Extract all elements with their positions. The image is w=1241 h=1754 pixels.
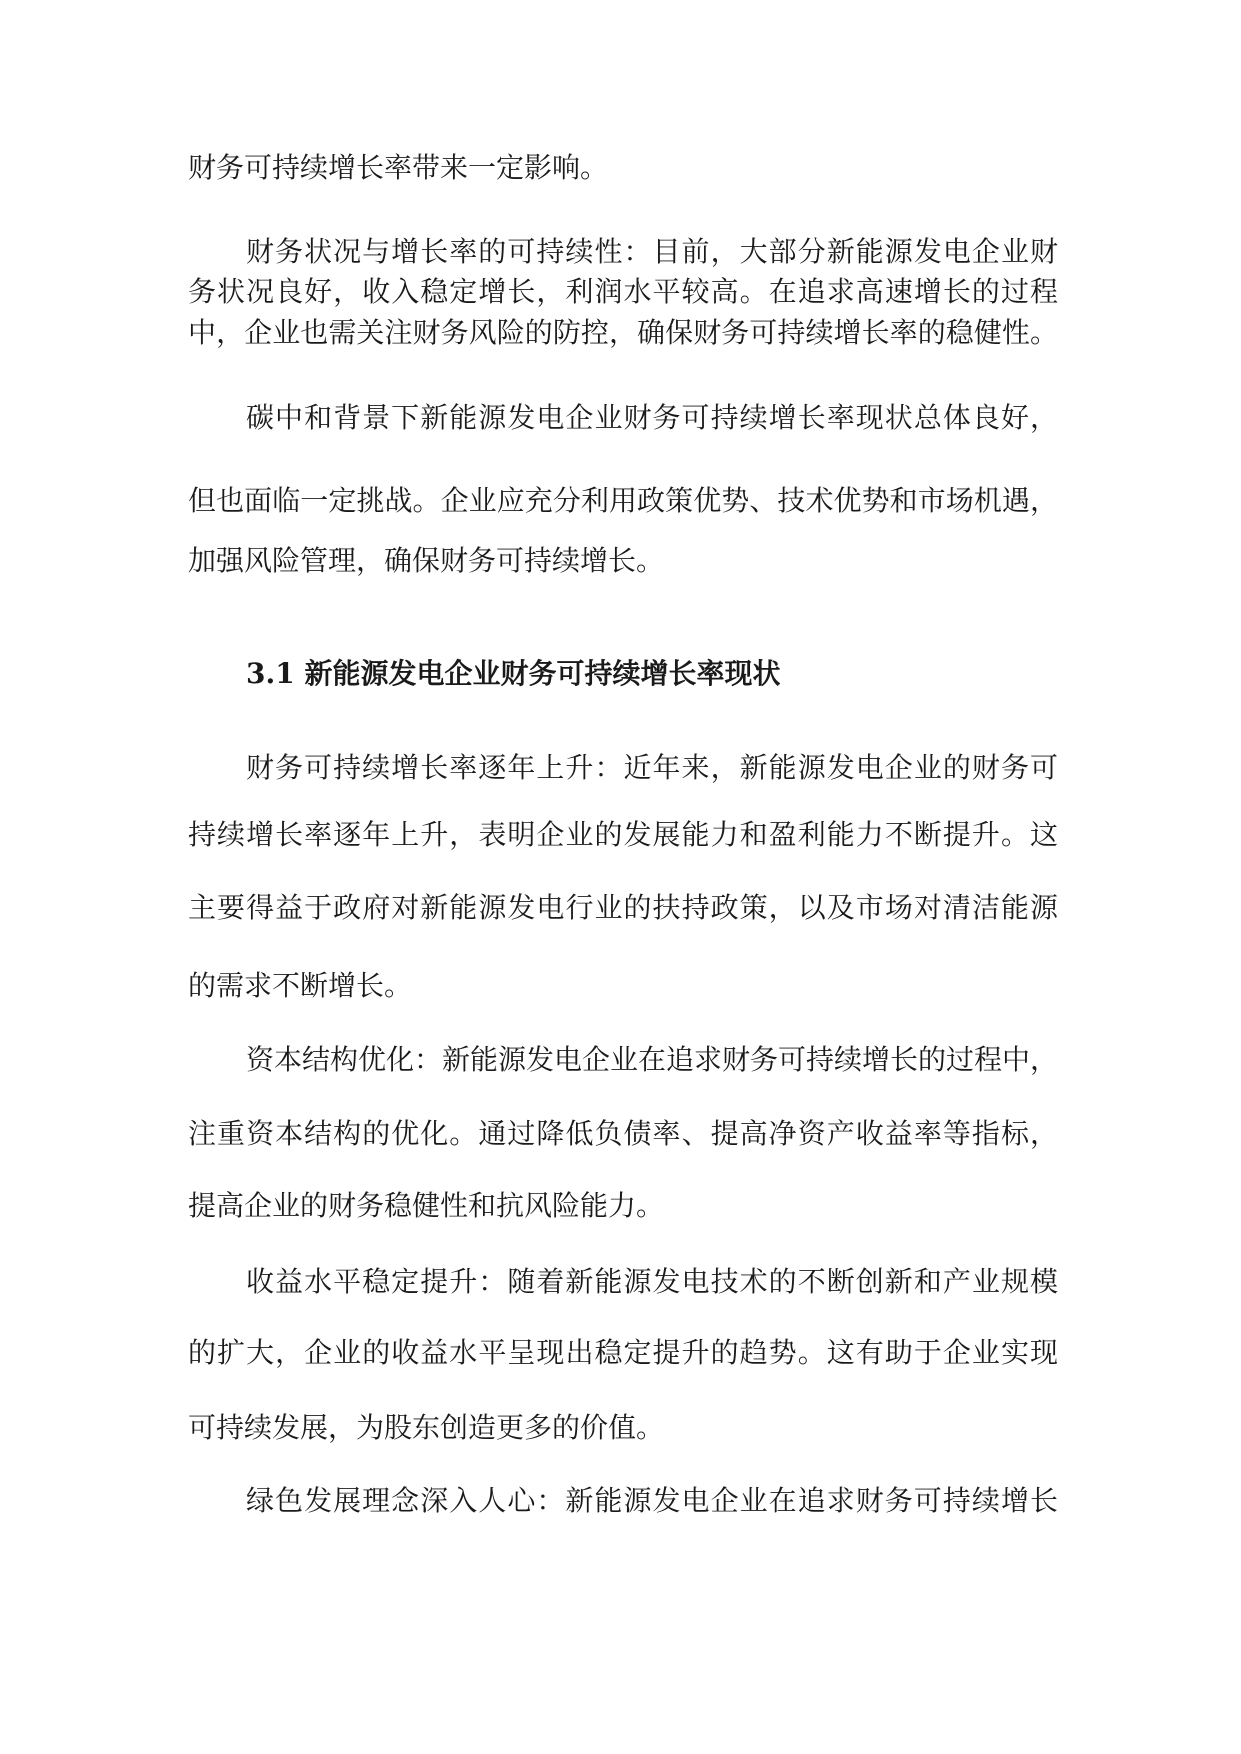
paragraph-line: 财务可持续增长率带来一定影响。 xyxy=(188,151,609,184)
paragraph-line: 持续增长率逐年上升，表明企业的发展能力和盈利能力不断提升。这 xyxy=(188,818,1058,851)
paragraph-line: 可持续发展，为股东创造更多的价值。 xyxy=(188,1411,665,1444)
paragraph-line: 资本结构优化：新能源发电企业在追求财务可持续增长的过程中， xyxy=(246,1043,1059,1076)
paragraph-line: 提高企业的财务稳健性和抗风险能力。 xyxy=(188,1189,665,1222)
paragraph-line: 绿色发展理念深入人心：新能源发电企业在追求财务可持续增长 xyxy=(246,1484,1058,1517)
paragraph-line: 注重资本结构的优化。通过降低负债率、提高净资产收益率等指标， xyxy=(188,1117,1058,1150)
paragraph-line: 财务可持续增长率逐年上升：近年来，新能源发电企业的财务可 xyxy=(246,751,1058,784)
section-heading: 3.1 新能源发电企业财务可持续增长率现状 xyxy=(246,657,781,690)
paragraph-line: 的需求不断增长。 xyxy=(188,969,413,1002)
paragraph-line: 的扩大，企业的收益水平呈现出稳定提升的趋势。这有助于企业实现 xyxy=(188,1336,1058,1369)
paragraph-line: 财务状况与增长率的可持续性：目前，大部分新能源发电企业财 xyxy=(246,235,1058,268)
paragraph-line: 务状况良好，收入稳定增长，利润水平较高。在追求高速增长的过程 xyxy=(188,275,1058,308)
paragraph-line: 碳中和背景下新能源发电企业财务可持续增长率现状总体良好， xyxy=(246,401,1058,434)
paragraph-line: 中，企业也需关注财务风险的防控，确保财务可持续增长率的稳健性。 xyxy=(188,316,1058,349)
paragraph-line: 收益水平稳定提升：随着新能源发电技术的不断创新和产业规模 xyxy=(246,1265,1058,1298)
paragraph-line: 主要得益于政府对新能源发电行业的扶持政策，以及市场对清洁能源 xyxy=(188,891,1058,924)
paragraph-line: 但也面临一定挑战。企业应充分利用政策优势、技术优势和市场机遇， xyxy=(188,484,1058,517)
paragraph-line: 加强风险管理，确保财务可持续增长。 xyxy=(188,544,665,577)
